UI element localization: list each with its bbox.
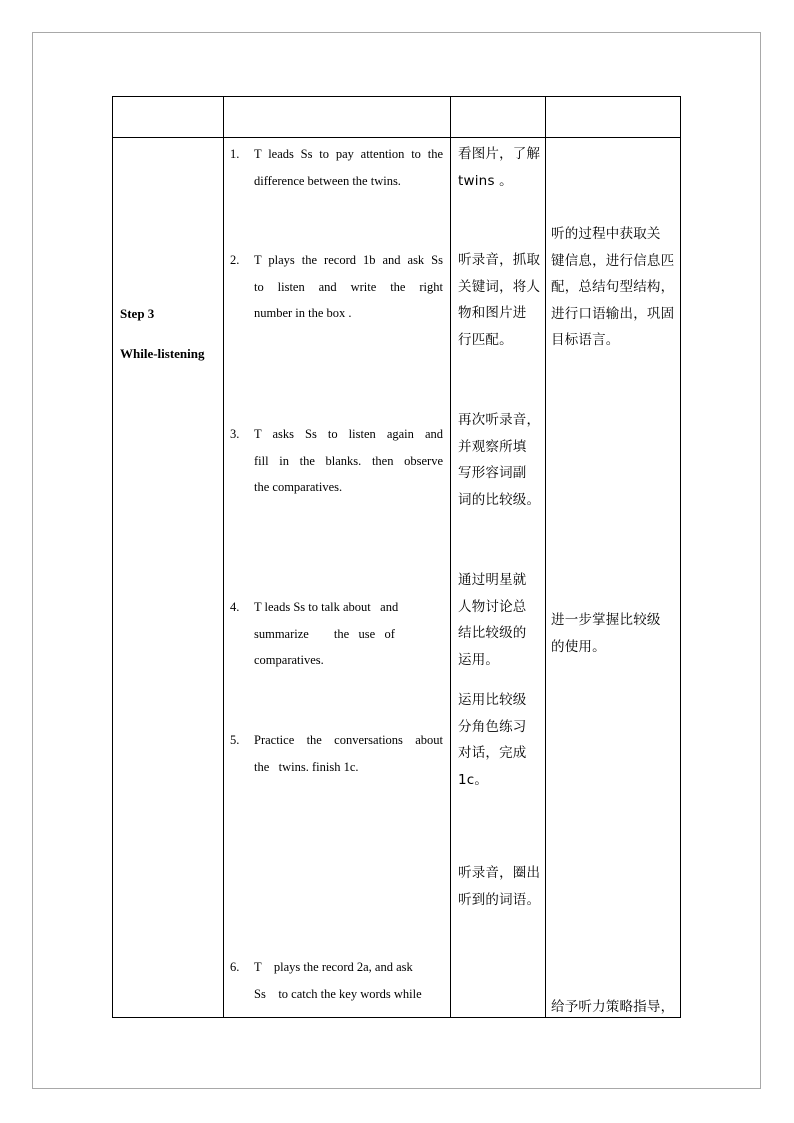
design-purpose: 给予听力策略指导， bbox=[551, 999, 675, 1015]
teacher-activity-line: Ss to catch the key words while bbox=[254, 986, 422, 1001]
column-divider-1 bbox=[223, 96, 224, 1018]
teacher-activity-line: the comparatives. bbox=[254, 480, 343, 495]
column-divider-3 bbox=[545, 96, 546, 1018]
teacher-activity bbox=[254, 594, 443, 674]
teacher-activity-line: T leads Ss to pay attention to the bbox=[254, 147, 443, 161]
teacher-activity bbox=[254, 727, 443, 780]
teacher-activity-line: fill in the blanks. then observe bbox=[254, 453, 443, 468]
teacher-activity-line: comparatives. bbox=[254, 653, 324, 668]
student-activity: 听录音，抓取 关键词，将人 物和图片进 行匹配。 bbox=[458, 252, 541, 348]
teacher-activity-line: number in the box . bbox=[254, 306, 352, 321]
step-number: 4. bbox=[230, 600, 240, 614]
lesson-plan-table bbox=[112, 96, 681, 1018]
step-number: 1. bbox=[230, 147, 240, 161]
step-number: 3. bbox=[230, 427, 240, 441]
teacher-activity bbox=[254, 141, 443, 194]
design-purpose: 进一步掌握比较级 的使用。 bbox=[551, 612, 661, 655]
table-border-top bbox=[112, 96, 681, 97]
teacher-activity bbox=[254, 247, 443, 327]
teacher-activity bbox=[254, 421, 443, 501]
student-activity: 通过明星就 人物讨论总 结比较级的 运用。 bbox=[458, 572, 527, 668]
teacher-activity-line: the twins. finish 1c. bbox=[254, 759, 359, 774]
student-activity: 听录音，圈出 听到的词语。 bbox=[458, 865, 541, 908]
teacher-activity bbox=[254, 954, 443, 1007]
step-number: 2. bbox=[230, 253, 240, 267]
teacher-activity-line: T plays the record 1b and ask Ss bbox=[254, 253, 443, 267]
teacher-activity-line: Practice the conversations about bbox=[254, 733, 443, 747]
design-purpose: 听的过程中获取关 键信息，进行信息匹 配，总结句型结构， 进行口语输出，巩固 目标语言。 bbox=[551, 226, 675, 349]
teacher-activity-line: T leads Ss to talk about and bbox=[254, 600, 399, 614]
teacher-activity-line: difference between the twins. bbox=[254, 173, 401, 188]
teacher-activity-line: to listen and write the right bbox=[254, 279, 443, 294]
step-title: Step 3 bbox=[120, 306, 155, 321]
student-activity: 再次听录音， 并观察所填 写形容词副 词的比较级。 bbox=[458, 412, 541, 508]
student-activity: 运用比较级 分角色练习 对话，完成1c。 bbox=[458, 692, 527, 788]
step-subtitle: While-listening bbox=[120, 346, 205, 361]
student-activity: 看图片，了解 twins 。 bbox=[458, 146, 541, 189]
header-row-divider bbox=[112, 137, 681, 138]
teacher-activity-line: T asks Ss to listen again and bbox=[254, 427, 443, 441]
column-divider-2 bbox=[450, 96, 451, 1018]
step-number: 5. bbox=[230, 733, 240, 747]
teacher-activity-line: T plays the record 2a, and ask bbox=[254, 960, 413, 974]
table-border-right bbox=[680, 96, 681, 1018]
table-border-left bbox=[112, 96, 113, 1018]
step-number: 6. bbox=[230, 960, 240, 974]
teacher-activity-line: summarize the use of bbox=[254, 626, 395, 641]
